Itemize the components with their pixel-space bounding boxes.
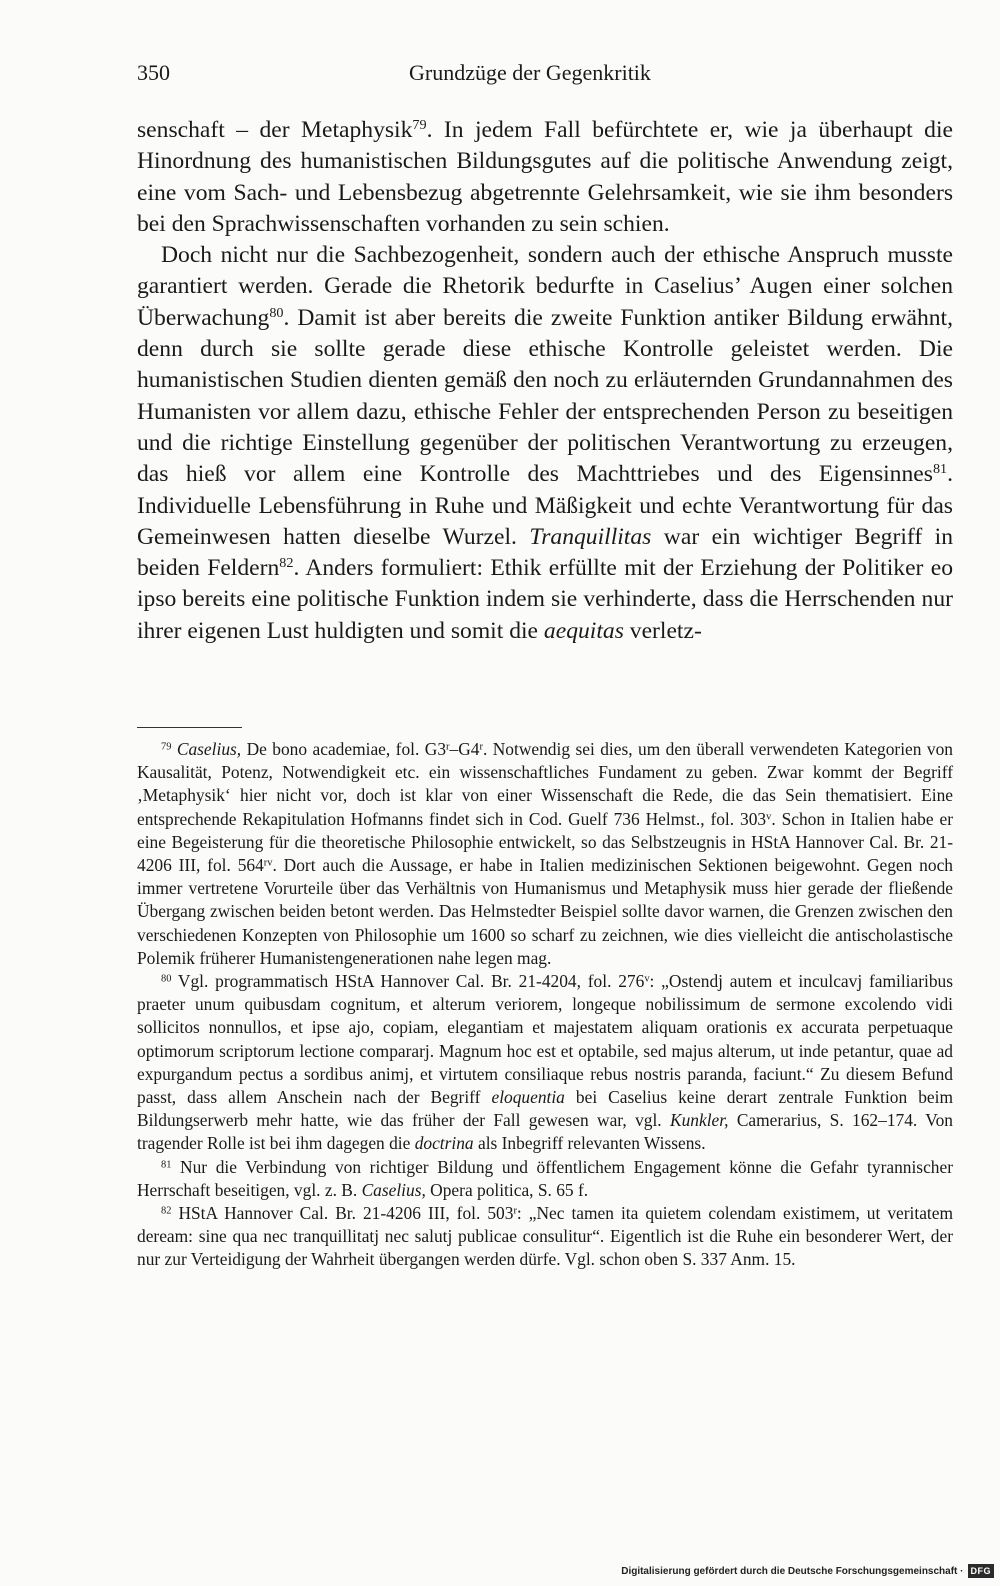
folio-mark: r xyxy=(479,741,483,753)
footnote-ref-80[interactable]: 80 xyxy=(269,305,284,321)
italic-term: aequitas xyxy=(543,617,624,644)
folio-mark: rv xyxy=(263,857,273,869)
footnote-79 xyxy=(137,738,953,970)
footnote-ref-81[interactable]: 81 xyxy=(932,461,948,478)
footnote-number: 82 xyxy=(161,1205,172,1217)
text-run: : „Ostendj autem et inculcavj familiaribus praeter unum quibusdam cognitum, et alterum veriorem, longeque nobilissimum de sermone excolendo vidi sollicitos nonnullos, et ipse ajo, copiam, elegantiam et majestatem aliquam orationis ex accurata perpetuaque optimorum scriptorum lectione compararj. Magnum hoc est et optabile, sed majus alterum, ut inde petantur, quae ad expurgandum pectus a sordibus animj, et virtutem consiliaque rebus nostris paranda, faciunt.“ Zu diesem Befund passt, dass allem Anschein nach der Begriff xyxy=(137,971,954,1108)
footnote-ref-79[interactable]: 79 xyxy=(412,117,427,134)
text-run: –G4 xyxy=(449,739,480,759)
author-name: Caselius, xyxy=(361,1179,426,1200)
paragraph-1 xyxy=(137,115,953,240)
text-run: Doch nicht nur die Sachbezogenheit, sondern auch der ethische Anspruch musste garantiert werden. Gerade die Rhetorik bedurfte in Caselius’ Augen einer solchen Überwachung xyxy=(137,242,953,331)
dfg-logo-icon: DFG xyxy=(968,1564,995,1578)
italic-term: doctrina xyxy=(414,1133,474,1154)
text-run: HStA Hannover Cal. Br. 21-4206 III, fol. 503 xyxy=(171,1203,514,1224)
running-head: Grundzüge der Gegenkritik xyxy=(409,60,651,85)
text-run: Nur die Verbindung von richtiger Bildung und öffentlichem Engagement könne die Gefahr tyrannischer Herrschaft beseitigen, vgl. z. B. xyxy=(137,1156,953,1200)
folio-mark: r xyxy=(513,1205,517,1217)
footnotes xyxy=(137,738,953,1272)
text-run: bei Caselius keine derart zentrale Funktion beim Bildungserwerb mehr hatte, wie das früher der Fall gewesen war, vgl. xyxy=(137,1087,953,1131)
footnote-ref-82[interactable]: 82 xyxy=(279,555,294,572)
text-run: : „Nec tamen ita quietem colendam existimem, ut veritatem deream: sine qua nec tranquillitatj nec salutj publicae consulitur“. Eigentlich ist die Ruhe ein besonderer Wert, der nur zur Verteidigung der Wahrheit übergangen werden dürfe. Vgl. schon oben S. 337 Anm. 15. xyxy=(137,1203,953,1270)
text-run: als Inbegriff relevanten Wissens. xyxy=(473,1133,706,1154)
text-run: . Dort auch die Aussage, er habe in Italien medizinischen Sektionen beigewohnt. Gegen noch immer vertretene Vorurteile über das Verhältnis von Humanismus und Metaphysik muss hier gerade der fließende Übergang zwischen beiden betont werden. Das Helmstedter Beispiel sollte davor warnen, die Grenzen zwischen den verschiedenen Konzepten von Philosophie um 1600 so scharf zu zeichnen, wie dies vielleicht die antischolastische Polemik früherer Humanistengenerationen nahe legen mag. xyxy=(137,855,953,968)
text-run: . Notwendig sei dies, um den überall verwendeten Kategorien von Kausalität, Potenz, Notwendigkeit etc. ein wissenschaftliches Fundament zu geben. Zwar kommt der Begriff ‚Metaphysik‘ hier nicht vor, doch ist klar von einer Wissenschaft die Rede, die das Sein thematisiert. Eine entsprechende Rekapitulation Hofmanns findet sich in Cod. Guelf 736 Helmst., fol. 303 xyxy=(137,739,953,829)
text-run: Camerarius, S. 162–174. Von tragender Rolle ist bei ihm dagegen die xyxy=(137,1110,954,1154)
text-run: senschaft – der Metaphysik xyxy=(137,117,413,143)
footnote-number: 79 xyxy=(161,741,172,753)
paragraph-2 xyxy=(137,240,953,647)
footnote-82 xyxy=(137,1202,953,1272)
text-run: De bono academiae, fol. G3 xyxy=(241,739,447,759)
italic-term: eloquentia xyxy=(491,1087,565,1108)
text-run: . Damit ist aber bereits die zweite Funktion antiker Bildung erwähnt, denn durch sie sollte gerade diese ethische Kontrolle geleistet werden. Die humanistischen Studien dienten gemäß den noch zu erläuternden Grundannahmen des Humanisten vor allem dazu, ethische Fehler der entsprechenden Person zu beseitigen und die richtige Einstellung gegenüber der politischen Verantwortung zu erzeugen, das hieß vor allem eine Kontrolle des Machttriebes und des Eigensinnes xyxy=(137,304,953,488)
digitization-banner xyxy=(621,1562,994,1580)
footnote-80 xyxy=(137,970,953,1156)
footnote-number: 80 xyxy=(161,973,172,985)
footnote-number: 81 xyxy=(161,1158,172,1170)
italic-term: Tranquillitas xyxy=(529,523,652,550)
footnote-81 xyxy=(137,1156,953,1202)
main-text xyxy=(137,115,953,647)
author-name: Kunkler, xyxy=(670,1110,729,1131)
folio-mark: r xyxy=(446,741,450,753)
banner-text: Digitalisierung gefördert durch die Deutsche Forschungsgemeinschaft · xyxy=(621,1565,964,1577)
author-name: Caselius, xyxy=(176,739,242,759)
page-header xyxy=(137,60,953,94)
folio-mark: v xyxy=(644,973,650,985)
page-number: 350 xyxy=(137,60,170,85)
text-run: Opera politica, S. 65 f. xyxy=(425,1179,589,1200)
text-run: . Individuelle Lebensführung in Ruhe und Mäßigkeit und echte Verantwortung für das Gemeinwesen hatten dieselbe Wurzel. xyxy=(137,461,953,550)
text-run: . In jedem Fall befürchtete er, wie ja überhaupt die Hinordnung des humanistischen Bildungsgutes auf die politische Anwendung zeigt, eine vom Sach- und Lebensbezug abgetrennte Gelehrsamkeit, wie sie ihm besonders bei den Sprachwissenschaften vorhanden zu sein schien. xyxy=(137,117,953,237)
footnote-separator xyxy=(137,727,242,728)
text-run: . Anders formuliert: Ethik erfüllte mit der Erziehung der Politiker eo ipso bereits eine politische Funktion indem sie verhinderte, dass die Herrschenden nur ihrer eigenen Lust huldigten und somit die xyxy=(137,555,953,644)
text-run: war ein wichtiger Begriff in beiden Feldern xyxy=(137,523,953,582)
text-run: Vgl. programmatisch HStA Hannover Cal. Br. 21-4204, fol. 276 xyxy=(171,971,645,992)
text-run: . Schon in Italien habe er eine Begeisterung für die theoretische Philosophie entwickelt, so das Selbstzeugnis in HStA Hannover Cal. Br. 21-4206 III, fol. 564 xyxy=(137,808,953,876)
folio-mark: v xyxy=(766,810,772,822)
text-run: verletz- xyxy=(623,617,702,644)
